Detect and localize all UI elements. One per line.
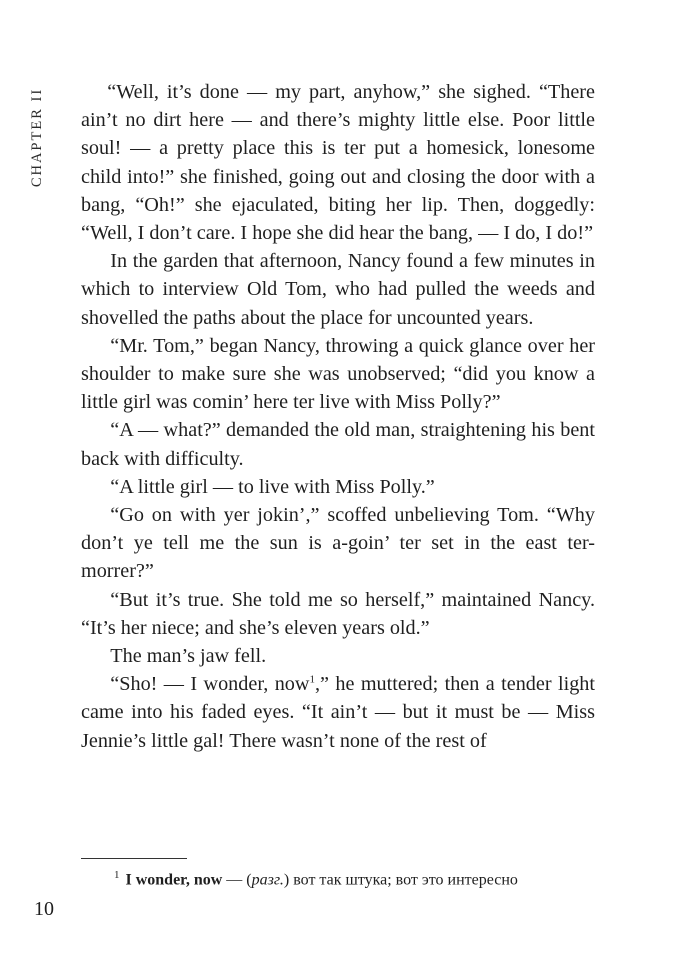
chapter-label: CHAPTER II [29, 87, 46, 187]
paragraph: “A — what?” demanded the old man, straightening his bent back with difficulty. [81, 419, 595, 470]
page-number: 10 [34, 898, 54, 920]
paragraph: “Go on with yer jokin’,” scoffed unbelieving Tom. “Why don’t ye tell me the sun is a-goin’ ter set in the east ter-morrer?” [81, 504, 595, 583]
paragraph: The man’s jaw fell. [110, 645, 267, 668]
paragraph-with-footnote [81, 670, 595, 755]
running-head [26, 82, 50, 192]
footnote-reference: 1 [309, 673, 315, 686]
footnote-close: ) [283, 871, 294, 889]
footnote-translation: вот так штука; вот это интересно [293, 871, 518, 889]
footnote-usage-label: разг. [251, 871, 284, 889]
paragraph: “A little girl — to live with Miss Polly.” [110, 475, 435, 498]
paragraph: “Well, it’s done — my part, anyhow,” she sighed. “There ain’t no dirt here — and there’s mighty little else. Poor little soul! — a pretty place this is ter put a homesick, lonesome child into!” she finished, going out and closing the door with a bang, “Oh!” she ejaculated, biting her lip. Then, doggedly: “Well, I don’t care. I hope she did hear the bang, — I do, I do!” [81, 81, 595, 245]
paragraph: “But it’s true. She told me so herself,” maintained Nancy. “It’s her niece; and she’s eleven years old.” [81, 588, 595, 639]
footnote-number: 1 [114, 869, 120, 881]
paragraph-text: “Sho! — I wonder, now [110, 673, 310, 696]
footnote-rule [81, 858, 187, 859]
paragraph: In the garden that afternoon, Nancy found a few minutes in which to interview Old Tom, who had pulled the weeds and shovelled the paths about the place for uncounted years. [81, 250, 595, 329]
footnote-headword: I wonder, now [125, 871, 223, 889]
footnote-dash: — ( [222, 871, 252, 889]
paragraph-text: ,” he muttered; then a tender light came into his faded eyes. “It ain’t — but it must be — Miss Jennie’s little gal! There wasn’t none of the rest of [81, 673, 595, 752]
body-text [81, 78, 595, 755]
paragraph: “Mr. Tom,” began Nancy, throwing a quick glance over her shoulder to make sure she was unobserved; “did you know a little girl was comin’ here ter live with Miss Polly?” [81, 334, 595, 414]
footnote [114, 864, 614, 891]
